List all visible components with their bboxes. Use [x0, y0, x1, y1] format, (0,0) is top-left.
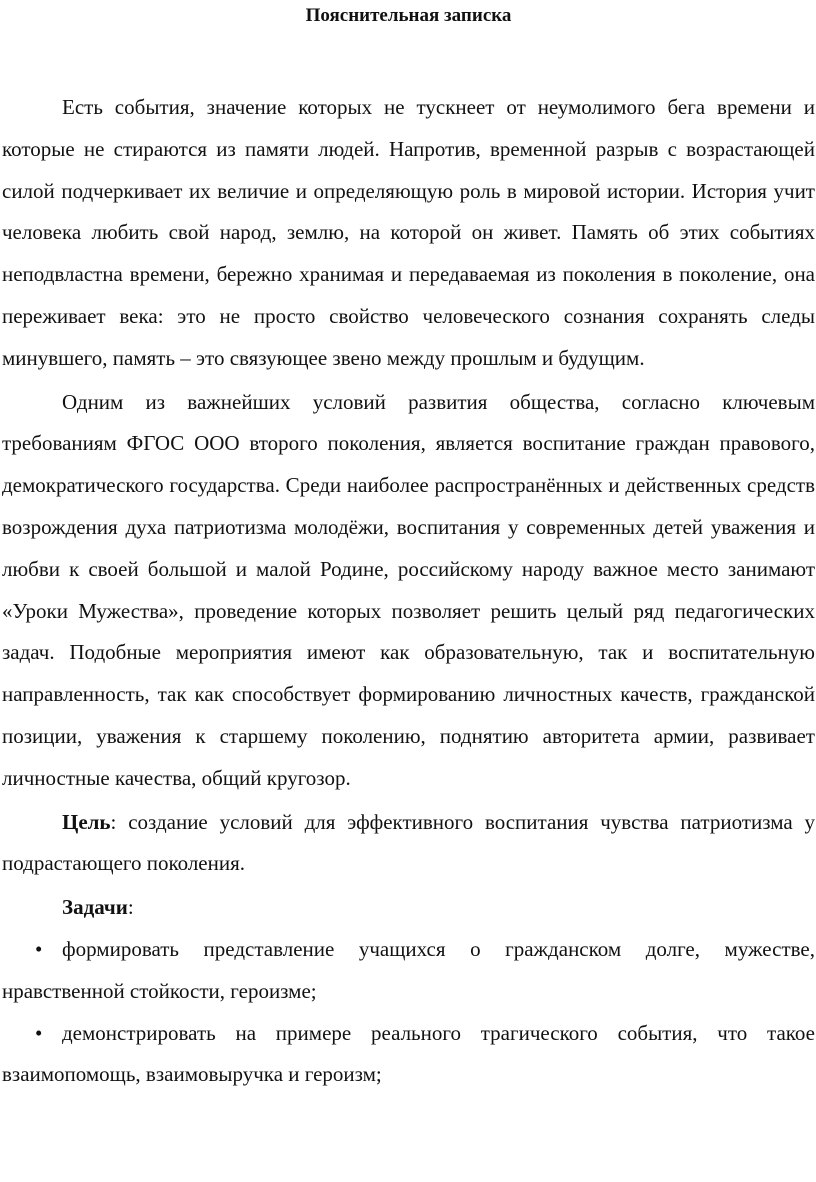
bullet-icon: • [35, 936, 43, 961]
document-title: Пояснительная записка [305, 5, 512, 26]
tasks-separator: : [127, 895, 134, 920]
goal-separator: : [110, 809, 117, 834]
goal-paragraph [2, 802, 815, 886]
title-spacer [2, 30, 815, 87]
task-item [2, 929, 815, 1013]
bullet-icon: • [35, 1020, 43, 1045]
goal-text: создание условий для эффективного воспитания чувства патриотизма у подрастающего поколения. [2, 809, 815, 876]
task-item-text: формировать представление учащихся о гражданском долге, мужестве, нравственной стойкости, героизме; [2, 936, 815, 1003]
goal-label: Цель [62, 809, 111, 834]
task-item-text: демонстрировать на примере реального трагического события, что такое взаимопомощь, взаимовыручка и героизм; [2, 1020, 815, 1087]
tasks-label: Задачи [62, 895, 128, 920]
paragraph-memory: Есть события, значение которых не тускнеет от неумолимого бега времени и которые не стираются из памяти людей. Напротив, временной разрыв с возрастающей силой подчеркивает их величие и определяющую роль в мировой истории. История учит человека любить свой народ, землю, на которой он живет. Память об этих событиях неподвластна времени, бережно хранимая и передаваемая из поколения в поколение, она переживает века: это не просто свойство человеческого сознания сохранять следы минувшего, память – это связующее звено между прошлым и будущим. [2, 95, 815, 370]
tasks-heading [2, 887, 815, 929]
paragraph-education: Одним из важнейших условий развития общества, согласно ключевым требованиям ФГОС ООО второго поколения, является воспитание граждан правового, демократического государства. Среди наиболее распространённых и действенных средств возрождения духа патриотизма молодёжи, воспитания у современных детей уважения и любви к своей большой и малой Родине, российскому народу важное место занимают «Уроки Мужества», проведение которых позволяет решить целый ряд педагогических задач. Подобные мероприятия имеют как образовательную, так и воспитательную направленность, так как способствует формированию личностных качеств, гражданской позиции, уважения к старшему поколению, поднятию авторитета армии, развивает личностные качества, общий кругозор. [2, 389, 815, 790]
task-item [2, 1013, 815, 1097]
